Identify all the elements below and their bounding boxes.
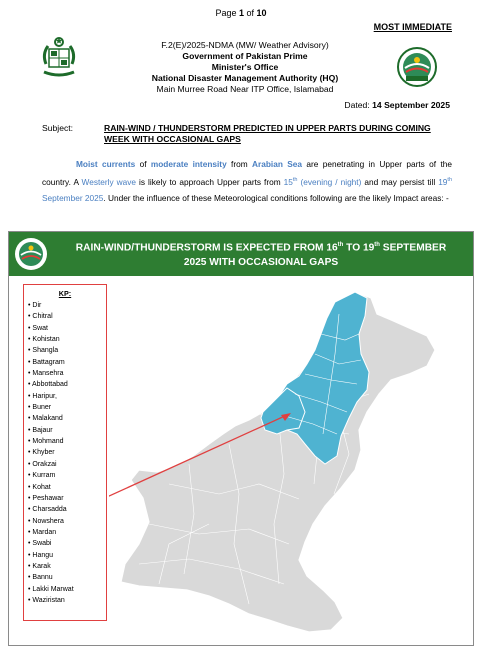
district-list xyxy=(28,300,102,606)
subject-label: Subject: xyxy=(42,123,74,133)
office-line: Minister's Office xyxy=(211,62,279,72)
district-item: • Charsadda xyxy=(28,504,102,515)
district-item: • Karak xyxy=(28,561,102,572)
district-item: • Peshawar xyxy=(28,493,102,504)
district-item: • Orakzai xyxy=(28,459,102,470)
reference-number: F.2(E)/2025-NDMA (MW/ Weather Advisory) xyxy=(161,40,329,50)
advisory-paragraph: Moist currents of moderate intensity from Arabian Sea are penetrating in Upper parts of the country. A Westerly wave is likely to approach Upper parts from 15th (evening / night) and may persist till 19th September 2025. Under the influence of these Meteorological conditions following are the likely Impact areas: - xyxy=(42,159,453,203)
state-emblem-icon xyxy=(36,34,82,80)
ndma-small-logo-icon xyxy=(13,236,49,272)
district-item: • Shangla xyxy=(28,345,102,356)
district-item: • Mansehra xyxy=(28,368,102,379)
ndma-logo-icon xyxy=(396,46,438,88)
district-item: • Khyber xyxy=(28,447,102,458)
forecast-banner xyxy=(9,232,473,276)
district-item: • Dir xyxy=(28,300,102,311)
district-item: • Abbottabad xyxy=(28,379,102,390)
district-item: • Buner xyxy=(28,402,102,413)
kp-title: KP: xyxy=(58,289,72,298)
subject-line xyxy=(42,123,452,145)
district-item: • Mohmand xyxy=(28,436,102,447)
address-line: Main Murree Road Near ITP Office, Islamabad xyxy=(156,84,334,94)
pakistan-outline xyxy=(121,292,435,632)
district-item: • Haripur, xyxy=(28,391,102,402)
government-line: Government of Pakistan Prime xyxy=(182,51,308,61)
forecast-map-panel xyxy=(8,231,474,646)
district-item: • Chitral xyxy=(28,311,102,322)
district-item: • Bajaur xyxy=(28,425,102,436)
district-item: • Nowshera xyxy=(28,516,102,527)
district-item: • Malakand xyxy=(28,413,102,424)
kp-district-list xyxy=(23,284,107,621)
district-item: • Hangu xyxy=(28,550,102,561)
page-number: Page 1 of 10 xyxy=(215,8,267,18)
district-item: • Mardan xyxy=(28,527,102,538)
district-item: • Lakki Marwat xyxy=(28,584,102,595)
district-item: • Swat xyxy=(28,323,102,334)
letter-header xyxy=(100,40,390,95)
district-item: • Battagram xyxy=(28,357,102,368)
authority-line: National Disaster Management Authority (HQ) xyxy=(151,73,339,83)
priority-label: MOST IMMEDIATE xyxy=(373,22,452,32)
district-item: • Kohat xyxy=(28,482,102,493)
banner-title: RAIN-WIND/THUNDERSTORM IS EXPECTED FROM 16th TO 19th SEPTEMBER 2025 WITH OCCASIONAL GAPS xyxy=(75,242,447,269)
date-line: Dated: 14 September 2025 xyxy=(344,100,450,110)
district-item: • Swabi xyxy=(28,538,102,549)
district-item: • Kurram xyxy=(28,470,102,481)
pakistan-map xyxy=(109,284,473,644)
district-item: • Waziristan xyxy=(28,595,102,606)
subject-text: RAIN-WIND / THUNDERSTORM PREDICTED IN UPPER PARTS DURING COMING WEEK WITH OCCASIONAL GAPS xyxy=(104,123,431,144)
district-item: • Kohistan xyxy=(28,334,102,345)
district-item: • Bannu xyxy=(28,572,102,583)
